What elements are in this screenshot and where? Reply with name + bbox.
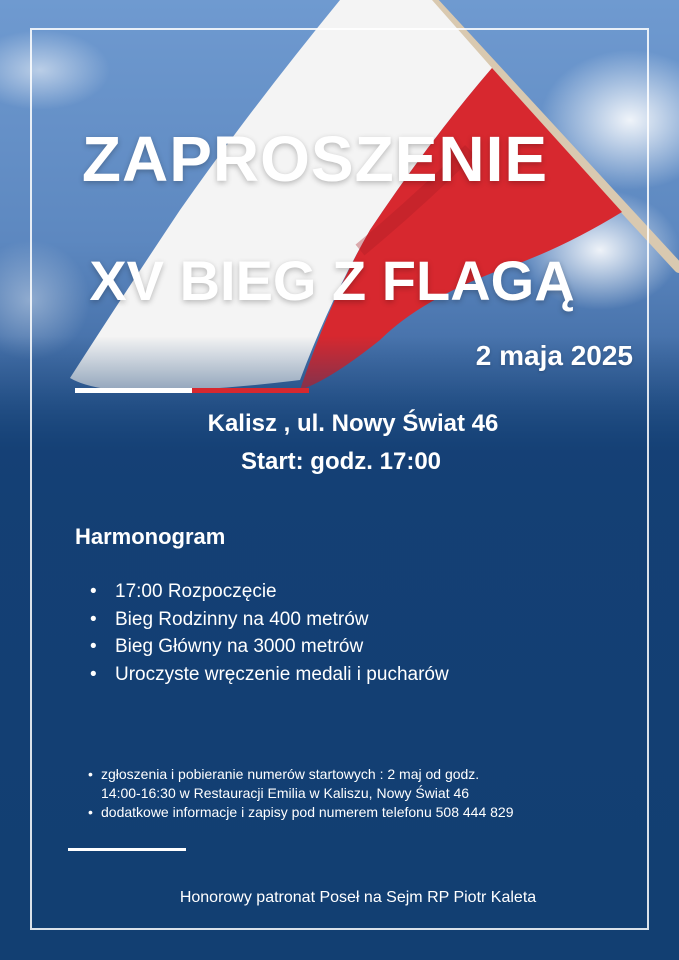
event-location: Kalisz , ul. Nowy Świat 46 bbox=[207, 410, 499, 437]
info-item bbox=[88, 803, 513, 822]
bullet-icon: • bbox=[90, 663, 97, 685]
registration-text: zgłoszenia i pobieranie numerów startowych : 2 maj od godz. bbox=[101, 766, 480, 782]
registration-text-continued: 14:00-16:30 w Restauracji Emilia w Kaliszu, Nowy Świat 46 bbox=[101, 785, 470, 801]
info-item-continued bbox=[88, 784, 513, 803]
schedule-item bbox=[90, 606, 449, 634]
contact-text: dodatkowe informacje i zapisy pod numerem telefonu 508 444 829 bbox=[101, 804, 514, 820]
event-name: XV BIEG Z FLAGĄ bbox=[89, 249, 575, 312]
schedule-heading: Harmonogram bbox=[75, 524, 226, 549]
bullet-icon: • bbox=[90, 581, 97, 602]
schedule-item-text: Bieg Główny na 3000 metrów bbox=[115, 636, 364, 657]
info-item bbox=[88, 765, 513, 784]
bullet-icon: • bbox=[88, 766, 93, 782]
schedule-item bbox=[90, 633, 449, 661]
footer-divider bbox=[68, 848, 186, 851]
schedule-item bbox=[90, 661, 449, 689]
event-date: 2 maja 2025 bbox=[475, 340, 633, 371]
bullet-icon: • bbox=[88, 804, 93, 820]
divider-red bbox=[192, 388, 309, 393]
poster-title: ZAPROSZENIE bbox=[81, 123, 549, 195]
schedule-item bbox=[90, 578, 449, 606]
schedule-item-text: 17:00 Rozpoczęcie bbox=[115, 581, 277, 602]
patronage-text: Honorowy patronat Poseł na Sejm RP Piotr Kaleta bbox=[179, 889, 537, 906]
bullet-icon: • bbox=[90, 636, 97, 657]
schedule-list bbox=[90, 578, 449, 688]
registration-info bbox=[88, 765, 513, 822]
schedule-item-text: Bieg Rodzinny na 400 metrów bbox=[115, 608, 369, 630]
divider-white bbox=[75, 388, 192, 393]
bullet-icon: • bbox=[90, 608, 97, 630]
schedule-item-text: Uroczyste wręczenie medali i pucharów bbox=[115, 663, 449, 685]
start-time: Start: godz. 17:00 bbox=[240, 448, 442, 475]
